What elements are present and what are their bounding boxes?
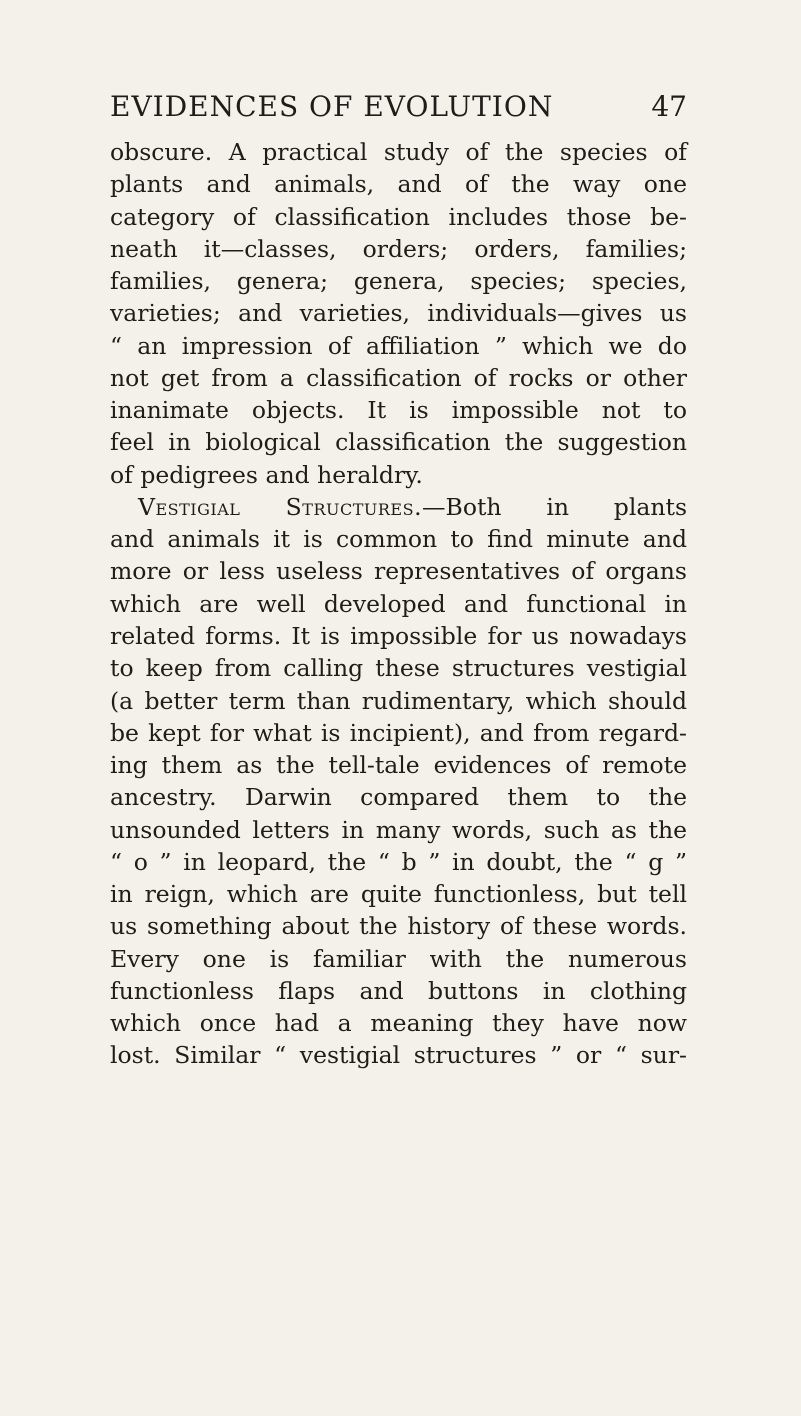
text-line: Every one is familiar with the numerous — [110, 944, 687, 973]
text-line: lost. Similar “ vestigial structures ” or “ sur- — [110, 1041, 687, 1070]
running-header — [110, 87, 687, 127]
text-line: ancestry. Darwin compared them to the — [110, 783, 687, 812]
text-line: of pedigrees and heraldry. — [110, 460, 423, 489]
text-line: “ an impression of affiliation ” which we do — [110, 331, 687, 360]
text-line: neath it—classes, orders; orders, families; — [110, 234, 687, 263]
text-line: and animals it is common to find minute and — [110, 525, 687, 554]
text-line: obscure. A practical study of the species of — [110, 138, 687, 166]
text-line: category of classification includes those be- — [110, 202, 687, 231]
text-line: ing them as the tell-tale evidences of remote — [110, 751, 687, 780]
running-head-title: EVIDENCES OF EVOLUTION — [110, 90, 554, 123]
text-line: inanimate objects. It is impossible not to — [110, 396, 687, 425]
body-text — [110, 136, 687, 1072]
text-line: not get from a classification of rocks or other — [110, 363, 687, 392]
text-line: unsounded letters in many words, such as the — [110, 815, 687, 844]
text-line: functionless flaps and buttons in clothing — [110, 976, 687, 1005]
text-line: “ o ” in leopard, the “ b ” in doubt, the “ g ” — [110, 847, 687, 876]
section-heading: Vestigial Structures. — [138, 492, 423, 521]
section-first-line-text: —Both in plants — [422, 492, 687, 521]
text-line: to keep from calling these structures vestigial — [110, 654, 687, 683]
text-line: be kept for what is incipient), and from regard- — [110, 718, 687, 747]
text-line: families, genera; genera, species; species, — [110, 267, 687, 296]
text-line: which are well developed and functional in — [110, 589, 687, 618]
text-line: (a better term than rudimentary, which should — [110, 686, 687, 715]
text-line: plants and animals, and of the way one — [110, 170, 687, 199]
text-line: us something about the history of these words. — [110, 912, 687, 941]
text-line: related forms. It is impossible for us nowadays — [110, 621, 687, 650]
text-line: more or less useless representatives of organs — [110, 557, 687, 586]
page-number: 47 — [651, 90, 687, 123]
text-line: feel in biological classification the suggestion — [110, 428, 687, 457]
text-line: which once had a meaning they have now — [110, 1009, 687, 1038]
text-line: in reign, which are quite functionless, but tell — [110, 880, 687, 909]
section-first-line — [110, 491, 687, 523]
text-line: varieties; and varieties, individuals—gives us — [110, 299, 687, 328]
